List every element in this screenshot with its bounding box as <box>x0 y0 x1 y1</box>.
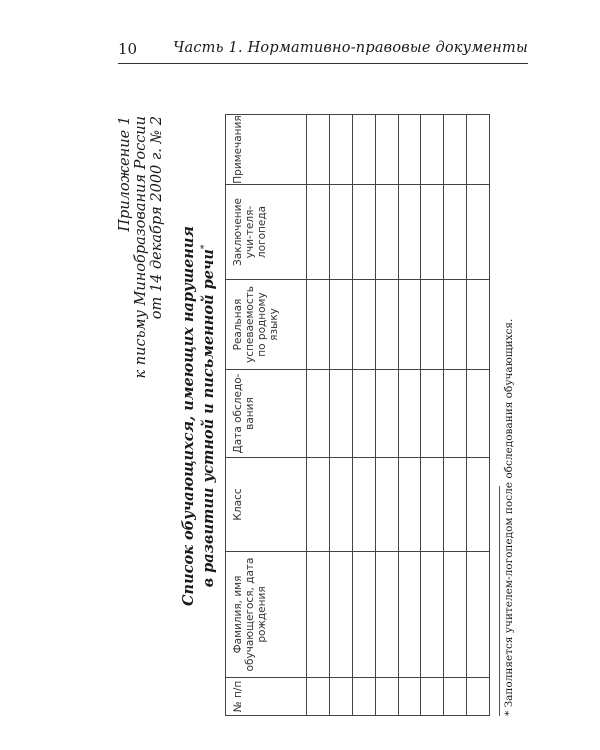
table-cell <box>375 115 398 185</box>
page-header <box>118 38 528 64</box>
table-cell <box>375 458 398 552</box>
table-cell <box>444 678 467 716</box>
table-cell <box>421 115 444 185</box>
document-title <box>181 116 217 716</box>
title-line-2 <box>197 116 217 716</box>
column-header-1: № п/п <box>226 678 307 716</box>
title-line-1: Список обучающихся, имеющих нарушения <box>180 226 197 606</box>
table-row <box>375 115 398 716</box>
table-cell <box>352 115 375 185</box>
table-cell <box>375 370 398 458</box>
table-cell <box>444 370 467 458</box>
table-body <box>307 115 490 716</box>
table-cell <box>467 370 490 458</box>
table-cell <box>467 552 490 678</box>
column-header-4: Дата обследо-вания <box>226 370 307 458</box>
table-cell <box>329 115 352 185</box>
table-cell <box>375 552 398 678</box>
table-row <box>352 115 375 716</box>
table-cell <box>307 115 330 185</box>
table-cell <box>467 678 490 716</box>
table-row <box>398 115 421 716</box>
table-cell <box>375 185 398 280</box>
table-cell <box>352 678 375 716</box>
column-header-2: Фамилия, имя обучающегося, дата рождения <box>226 552 307 678</box>
table-cell <box>467 185 490 280</box>
running-title: Часть 1. Нормативно-правовые документы <box>173 40 528 56</box>
table-cell <box>421 370 444 458</box>
table-cell <box>329 678 352 716</box>
table-cell <box>444 458 467 552</box>
table-cell <box>421 552 444 678</box>
table-cell <box>421 280 444 370</box>
table-cell <box>352 552 375 678</box>
table-cell <box>307 678 330 716</box>
table-cell <box>307 185 330 280</box>
appendix-line-1: Приложение 1 <box>117 116 133 232</box>
table-cell <box>329 280 352 370</box>
table-cell <box>352 458 375 552</box>
table-cell <box>375 678 398 716</box>
table-cell <box>444 280 467 370</box>
table-cell <box>307 552 330 678</box>
appendix-reference <box>117 116 165 378</box>
table-cell <box>398 458 421 552</box>
table-row <box>467 115 490 716</box>
table-cell <box>467 458 490 552</box>
table-row <box>444 115 467 716</box>
table-cell <box>421 458 444 552</box>
table-cell <box>467 115 490 185</box>
rotated-content <box>117 116 517 716</box>
table-cell <box>398 552 421 678</box>
table-row <box>421 115 444 716</box>
table-cell <box>398 370 421 458</box>
column-header-6: Заключение учи-теля-логопеда <box>226 185 307 280</box>
table-cell <box>398 115 421 185</box>
table-cell <box>352 370 375 458</box>
table-cell <box>329 185 352 280</box>
table-cell <box>352 185 375 280</box>
table-cell <box>307 370 330 458</box>
table-cell <box>398 678 421 716</box>
table-cell <box>467 280 490 370</box>
table-cell <box>444 115 467 185</box>
table-cell <box>398 185 421 280</box>
title-line-2-text: в развитии устной и письменной речи <box>199 249 217 588</box>
header-divider <box>118 63 528 64</box>
table-cell <box>329 370 352 458</box>
table-cell <box>329 552 352 678</box>
table-cell <box>307 458 330 552</box>
table-cell <box>444 185 467 280</box>
table-cell <box>421 678 444 716</box>
column-header-5: Реальная успеваемость по родному языку <box>226 280 307 370</box>
column-header-7: Примечания <box>226 115 307 185</box>
page-number: 10 <box>118 40 138 58</box>
footnote-divider <box>499 486 500 716</box>
table-row <box>307 115 330 716</box>
table-cell <box>307 280 330 370</box>
table-cell <box>375 280 398 370</box>
appendix-line-3: от 14 декабря 2000 г. № 2 <box>149 116 165 320</box>
table-cell <box>329 458 352 552</box>
table-row <box>329 115 352 716</box>
footnote-mark: * <box>200 244 210 250</box>
appendix-line-2: к письму Минобразования России <box>133 116 149 379</box>
table-cell <box>444 552 467 678</box>
footnote: * Заполняется учителем-логопедом после обследования обучающихся. <box>503 318 515 716</box>
students-table <box>225 114 490 716</box>
table-cell <box>398 280 421 370</box>
table-cell <box>421 185 444 280</box>
table-cell <box>352 280 375 370</box>
column-header-3: Класс <box>226 458 307 552</box>
table-header-row <box>226 115 307 716</box>
